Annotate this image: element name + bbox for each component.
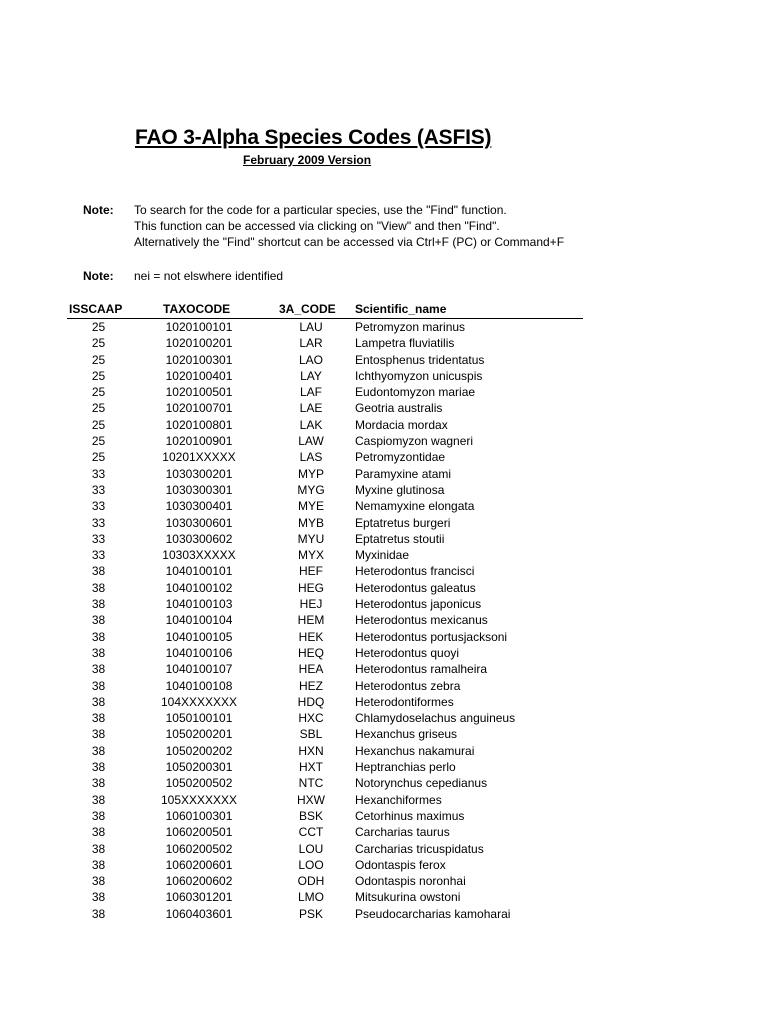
cell-scientific-name: Odontaspis ferox [355,857,446,872]
cell-3a-code: HEJ [299,597,323,612]
cell-3a-code: MYB [297,515,324,530]
cell-isscaap: 38 [91,678,106,693]
table-row [0,384,768,400]
cell-isscaap: 25 [91,320,106,334]
cell-scientific-name: Chlamydoselachus anguineus [355,711,516,726]
cell-isscaap: 38 [91,874,106,889]
cell-isscaap: 38 [91,645,106,660]
page-title: FAO 3-Alpha Species Codes (ASFIS) [135,126,492,149]
cell-taxocode: 1060200602 [165,874,233,889]
column-header-3a-code: 3A_CODE [279,302,336,316]
cell-isscaap: 25 [91,434,106,449]
cell-scientific-name: Eptatretus stoutii [355,531,445,546]
cell-scientific-name: Heterodontus quoyi [355,645,460,660]
cell-taxocode: 1040100101 [165,564,233,579]
cell-scientific-name: Petromyzon marinus [355,320,466,334]
table-row [0,417,768,433]
cell-isscaap: 38 [91,825,106,840]
cell-3a-code: CCT [298,825,324,840]
cell-scientific-name: Ichthyomyzon unicuspis [355,368,483,383]
cell-3a-code: LOU [298,841,324,856]
cell-scientific-name: Notorynchus cepedianus [355,776,488,791]
cell-scientific-name: Heterodontus portusjacksoni [355,629,508,644]
cell-taxocode: 1060100301 [165,808,233,823]
table-row [0,824,768,840]
cell-taxocode: 1060301201 [165,890,233,905]
cell-3a-code: HEQ [297,645,324,660]
cell-isscaap: 38 [91,727,106,742]
table-row [0,775,768,791]
cell-scientific-name: Hexanchus nakamurai [355,743,475,758]
cell-scientific-name: Caspiomyzon wagneri [355,434,474,449]
cell-taxocode: 1050200202 [165,743,233,758]
cell-taxocode: 1050200201 [165,727,233,742]
cell-isscaap: 25 [91,368,106,383]
cell-scientific-name: Eptatretus burgeri [355,515,451,530]
cell-taxocode: 1030300301 [165,482,233,497]
cell-3a-code: LAW [298,434,324,449]
cell-taxocode: 1060200601 [165,857,233,872]
column-header-taxocode: TAXOCODE [163,302,231,316]
cell-3a-code: HEA [298,662,324,677]
cell-taxocode: 1020100201 [165,336,233,351]
table-row [0,792,768,808]
note-text-line: To search for the code for a particular species, use the "Find" function. [134,203,507,217]
cell-taxocode: 1020100101 [165,320,233,334]
table-row [0,368,768,384]
cell-scientific-name: Petromyzontidae [355,450,446,465]
cell-taxocode: 1060200501 [165,825,233,840]
cell-taxocode: 104XXXXXXX [160,694,238,709]
column-header-isscaap: ISSCAAP [69,302,123,316]
cell-taxocode: 1030300602 [165,531,233,546]
cell-isscaap: 38 [91,743,106,758]
column-header-scientific-name: Scientific_name [355,302,447,316]
cell-isscaap: 33 [91,499,106,514]
note-text-line: nei = not elswhere identified [134,269,284,283]
cell-3a-code: HEF [299,564,323,579]
cell-3a-code: NTC [298,776,324,791]
cell-3a-code: HEK [298,629,324,644]
cell-isscaap: 25 [91,352,106,367]
table-row [0,694,768,710]
cell-isscaap: 38 [91,792,106,807]
cell-taxocode: 1030300601 [165,515,233,530]
cell-isscaap: 25 [91,385,106,400]
cell-3a-code: MYP [297,466,324,481]
cell-isscaap: 38 [91,629,106,644]
cell-scientific-name: Heptranchias perlo [355,760,456,775]
cell-isscaap: 33 [91,482,106,497]
table-row [0,726,768,742]
table-row [0,400,768,416]
cell-3a-code: LOO [298,857,324,872]
cell-scientific-name: Hexanchus griseus [355,727,458,742]
cell-taxocode: 1040100107 [165,662,233,677]
table-row [0,612,768,628]
cell-3a-code: LAK [299,417,323,432]
cell-taxocode: 1040100106 [165,645,233,660]
cell-3a-code: LAO [298,352,323,367]
cell-scientific-name: Cetorhinus maximus [355,808,465,823]
cell-scientific-name: Paramyxine atami [355,466,452,481]
cell-3a-code: HEM [297,613,325,628]
cell-3a-code: HXC [298,711,324,726]
cell-scientific-name: Myxinidae [355,548,410,563]
table-row [0,531,768,547]
cell-scientific-name: Pseudocarcharias kamoharai [355,906,511,921]
cell-taxocode: 1020100301 [165,352,233,367]
cell-scientific-name: Nemamyxine elongata [355,499,475,514]
cell-3a-code: SBL [299,727,323,742]
cell-3a-code: HXN [298,743,324,758]
cell-taxocode: 1060403601 [165,906,233,921]
table-row [0,743,768,759]
cell-taxocode: 1040100105 [165,629,233,644]
table-row [0,873,768,889]
note-label: Note: [83,203,114,217]
note-text-line: Alternatively the "Find" shortcut can be accessed via Ctrl+F (PC) or Command+F [134,235,565,249]
cell-isscaap: 33 [91,531,106,546]
cell-taxocode: 1060200502 [165,841,233,856]
cell-scientific-name: Carcharias tricuspidatus [355,841,484,856]
table-row [0,906,768,922]
cell-isscaap: 38 [91,841,106,856]
cell-taxocode: 1040100103 [165,597,233,612]
cell-3a-code: LAS [299,450,323,465]
table-header [67,300,583,319]
cell-scientific-name: Heterodontiformes [355,694,454,709]
table-row [0,710,768,726]
cell-taxocode: 10201XXXXX [162,450,236,465]
cell-isscaap: 38 [91,597,106,612]
cell-3a-code: HDQ [297,694,325,709]
cell-scientific-name: Mitsukurina owstoni [355,890,461,905]
table-row [0,433,768,449]
cell-isscaap: 25 [91,450,106,465]
cell-3a-code: HEG [297,580,324,595]
table-row [0,808,768,824]
cell-scientific-name: Mordacia mordax [355,417,448,432]
cell-taxocode: 1030300401 [165,499,233,514]
cell-isscaap: 38 [91,760,106,775]
table-row [0,319,768,335]
cell-taxocode: 1040100102 [165,580,233,595]
cell-isscaap: 38 [91,776,106,791]
table-row [0,482,768,498]
table-row [0,645,768,661]
cell-taxocode: 10303XXXXX [162,548,236,563]
cell-scientific-name: Heterodontus zebra [355,678,461,693]
cell-scientific-name: Lampetra fluviatilis [355,336,455,351]
cell-isscaap: 38 [91,694,106,709]
table-row [0,596,768,612]
cell-isscaap: 25 [91,417,106,432]
cell-isscaap: 38 [91,564,106,579]
cell-isscaap: 38 [91,906,106,921]
cell-scientific-name: Myxine glutinosa [355,482,445,497]
cell-3a-code: HXT [299,760,323,775]
cell-isscaap: 38 [91,613,106,628]
cell-scientific-name: Carcharias taurus [355,825,450,840]
page-subtitle: February 2009 Version [243,153,372,167]
cell-isscaap: 38 [91,890,106,905]
cell-3a-code: PSK [298,906,323,921]
cell-3a-code: ODH [297,874,325,889]
cell-scientific-name: Heterodontus francisci [355,564,475,579]
cell-scientific-name: Eudontomyzon mariae [355,385,476,400]
cell-isscaap: 33 [91,466,106,481]
table-row [0,449,768,465]
table-row [0,563,768,579]
cell-3a-code: LAU [299,320,323,334]
species-table-body [0,319,768,922]
cell-3a-code: MYE [297,499,324,514]
cell-isscaap: 33 [91,548,106,563]
cell-3a-code: MYX [297,548,324,563]
note-text-line: This function can be accessed via clicking on "View" and then "Find". [134,219,500,233]
cell-taxocode: 1040100108 [165,678,233,693]
cell-scientific-name: Geotria australis [355,401,443,416]
cell-3a-code: LMO [297,890,324,905]
cell-taxocode: 105XXXXXXX [160,792,238,807]
cell-scientific-name: Heterodontus japonicus [355,597,482,612]
cell-isscaap: 38 [91,857,106,872]
table-row [0,841,768,857]
table-row [0,515,768,531]
cell-taxocode: 1020100701 [165,401,233,416]
cell-taxocode: 1020100801 [165,417,233,432]
cell-3a-code: LAE [299,401,323,416]
note-label: Note: [83,269,114,283]
cell-3a-code: MYU [297,531,325,546]
table-row [0,580,768,596]
cell-taxocode: 1050200301 [165,760,233,775]
cell-taxocode: 1020100401 [165,368,233,383]
cell-3a-code: MYG [297,482,325,497]
table-row [0,352,768,368]
cell-taxocode: 1030300201 [165,466,233,481]
cell-3a-code: BSK [298,808,323,823]
cell-isscaap: 38 [91,580,106,595]
table-row [0,857,768,873]
cell-isscaap: 33 [91,515,106,530]
table-row [0,889,768,905]
table-row [0,759,768,775]
cell-scientific-name: Entosphenus tridentatus [355,352,485,367]
table-row [0,678,768,694]
cell-isscaap: 38 [91,662,106,677]
cell-isscaap: 38 [91,711,106,726]
cell-3a-code: LAF [299,385,322,400]
cell-scientific-name: Heterodontus galeatus [355,580,476,595]
table-row [0,547,768,563]
table-row [0,629,768,645]
table-row [0,335,768,351]
cell-3a-code: HEZ [299,678,323,693]
cell-scientific-name: Heterodontus mexicanus [355,613,488,628]
cell-isscaap: 25 [91,401,106,416]
cell-taxocode: 1050200502 [165,776,233,791]
cell-scientific-name: Hexanchiformes [355,792,442,807]
cell-taxocode: 1020100901 [165,434,233,449]
cell-3a-code: LAY [300,368,322,383]
table-row [0,498,768,514]
cell-taxocode: 1020100501 [165,385,233,400]
table-row [0,661,768,677]
cell-isscaap: 25 [91,336,106,351]
cell-3a-code: HXW [297,792,325,807]
cell-scientific-name: Heterodontus ramalheira [355,662,488,677]
cell-taxocode: 1050100101 [165,711,233,726]
table-row [0,466,768,482]
cell-scientific-name: Odontaspis noronhai [355,874,466,889]
cell-taxocode: 1040100104 [165,613,233,628]
cell-isscaap: 38 [91,808,106,823]
cell-3a-code: LAR [299,336,323,351]
